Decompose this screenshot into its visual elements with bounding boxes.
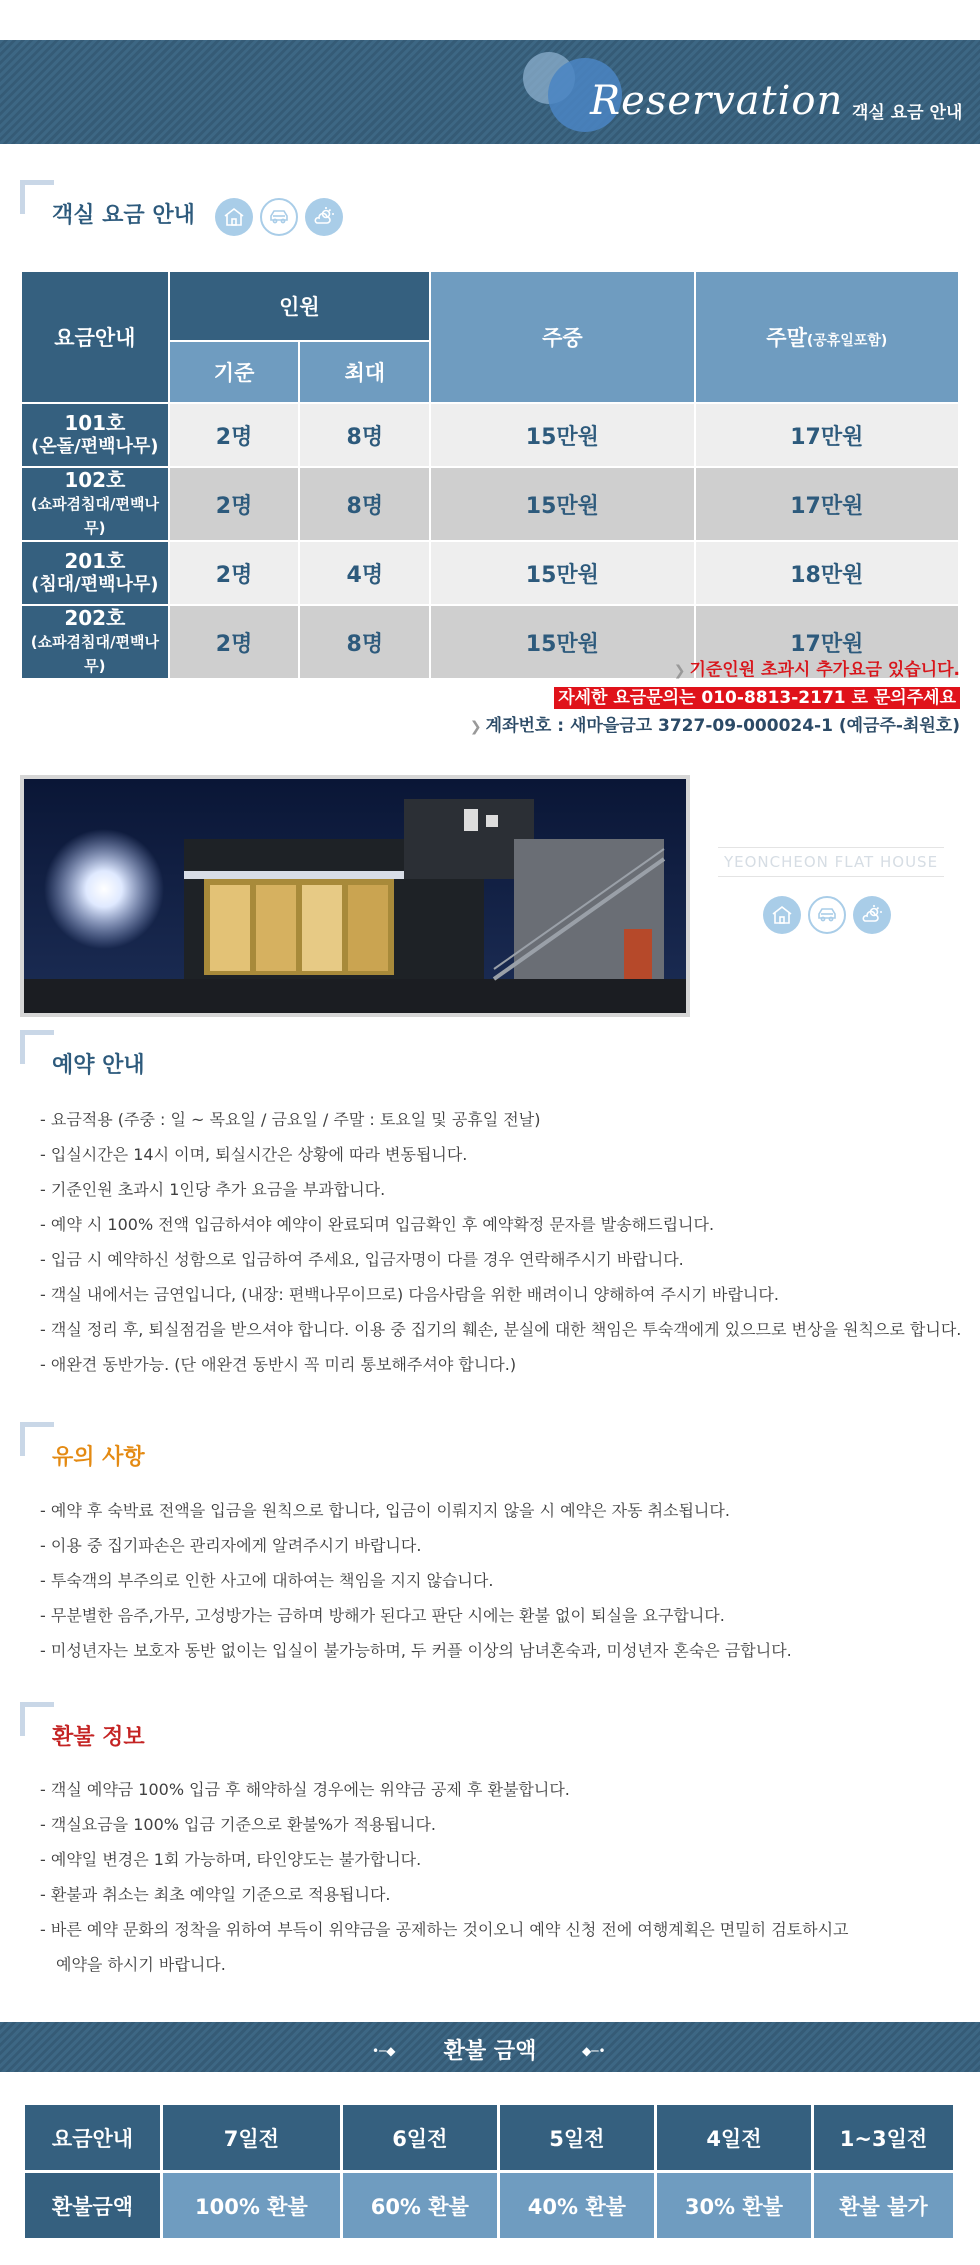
header-guide: 요금안내 — [21, 271, 169, 403]
list-item: - 무분별한 음주,가무, 고성방가는 금하며 방해가 된다고 판단 시에는 환불 없이 퇴실을 요구합니다. — [40, 1606, 725, 1625]
room-number: 202호 — [64, 606, 126, 630]
header-cell: 5일전 — [498, 2104, 655, 2172]
rates-icon-group — [215, 198, 343, 236]
account-note — [470, 712, 960, 740]
note-text: 계좌번호 : 새마을금고 3727-09-000024-1 (예금주-최원호) — [485, 716, 960, 736]
note-text: 기준인원 초과시 추가요금 있습니다. — [689, 660, 960, 680]
max-cell: 8명 — [299, 467, 430, 541]
header-cell: 1~3일전 — [812, 2104, 954, 2172]
table-row — [21, 403, 959, 467]
diamond-divider-icon: •─◆ — [372, 2044, 396, 2058]
car-icon — [260, 198, 298, 236]
weekend-cell: 17만원 — [695, 467, 959, 541]
reservation-banner — [0, 40, 980, 144]
weekday-cell: 15만원 — [430, 605, 694, 679]
list-item: - 이용 중 집기파손은 관리자에게 알려주시기 바랍니다. — [40, 1536, 422, 1555]
note-text: 자세한 요금문의는 010-8813-2171 로 문의주세요 — [554, 687, 960, 709]
list-item: - 객실 내에서는 금연입니다, (내장: 편백나무이므로) 다음사람을 위한 배려이니 양해하여 주시기 바랍니다. — [40, 1285, 779, 1304]
rate-notes — [470, 656, 960, 740]
car-icon — [808, 896, 846, 934]
chevron-right-icon: ❯ — [469, 719, 482, 735]
room-type: (온돌/편백나무) — [31, 436, 159, 457]
list-item: - 객실요금을 100% 입금 기준으로 환불%가 적용됩니다. — [40, 1815, 436, 1834]
room-type: (쇼파겸침대/편백나무) — [30, 633, 159, 675]
refund-cell: 60% 환불 — [341, 2172, 498, 2240]
pension-night-photo — [20, 775, 690, 1017]
table-row — [21, 467, 959, 541]
refund-cell: 100% 환불 — [162, 2172, 342, 2240]
list-item: - 미성년자는 보호자 동반 없이는 입실이 불가능하며, 두 커플 이상의 남녀혼숙과, 미성년자 혼숙은 금합니다. — [40, 1641, 792, 1660]
extra-charge-note — [470, 656, 960, 684]
refund-amount-title: 환불 금액 — [443, 2039, 537, 2064]
header-weekday: 주중 — [430, 271, 694, 403]
banner-script-title: Reservation — [590, 78, 844, 124]
list-item: - 입금 시 예약하신 성함으로 입금하여 주세요, 입금자명이 다를 경우 연락해주시기 바랍니다. — [40, 1250, 684, 1269]
room-type: (침대/편백나무) — [31, 574, 159, 595]
table-row — [21, 541, 959, 605]
room-cell — [21, 541, 169, 605]
header-cell: 7일전 — [162, 2104, 342, 2172]
list-item: - 투숙객의 부주의로 인한 사고에 대하여는 책임을 지지 않습니다. — [40, 1571, 494, 1590]
refund-cell: 40% 환불 — [498, 2172, 655, 2240]
list-item: - 객실 정리 후, 퇴실점검을 받으셔야 합니다. 이용 중 집기의 훼손, 분실에 대한 책임은 투숙객에게 있으므로 변상을 원칙으로 합니다. — [40, 1320, 962, 1339]
reservation-title: 예약 안내 — [52, 1053, 145, 1078]
refund-info-list — [40, 1772, 849, 1982]
caution-title: 유의 사항 — [52, 1445, 145, 1470]
house-icon — [215, 198, 253, 236]
standard-cell: 2명 — [169, 467, 300, 541]
heading-bracket — [20, 1030, 54, 1064]
list-item: - 환불과 취소는 최초 예약일 기준으로 적용됩니다. — [40, 1885, 391, 1904]
header-cell: 4일전 — [655, 2104, 812, 2172]
header-weekend — [695, 271, 959, 403]
weekday-cell: 15만원 — [430, 403, 694, 467]
table-row — [24, 2104, 955, 2172]
list-item: - 애완견 동반가능. (단 애완견 동반시 꼭 미리 통보해주셔야 합니다.) — [40, 1355, 517, 1374]
weekend-cell: 18만원 — [695, 541, 959, 605]
weather-icon — [305, 198, 343, 236]
header-cell: 6일전 — [341, 2104, 498, 2172]
standard-cell: 2명 — [169, 605, 300, 679]
header-cell: 요금안내 — [24, 2104, 162, 2172]
building-illustration — [24, 779, 686, 1013]
weekend-note: (공휴일포함) — [806, 333, 888, 349]
list-item: - 요금적용 (주중 : 일 ~ 목요일 / 금요일 / 주말 : 토요일 및 공휴일 전날) — [40, 1110, 541, 1129]
contact-note — [470, 684, 960, 712]
list-item: - 객실 예약금 100% 입금 후 해약하실 경우에는 위약금 공제 후 환불합니다. — [40, 1780, 570, 1799]
reservation-heading — [20, 1030, 420, 1080]
weekend-label: 주말 — [766, 326, 807, 350]
room-type: (쇼파겸침대/편백나무) — [30, 495, 159, 537]
room-number: 201호 — [64, 549, 126, 573]
header-max: 최대 — [299, 341, 430, 403]
house-icon — [763, 896, 801, 934]
list-item: - 바른 예약 문화의 정착을 위하여 부득이 위약금을 공제하는 것이오니 예약 신청 전에 여행계획은 면밀히 검토하시고 — [40, 1920, 849, 1939]
room-cell — [21, 605, 169, 679]
heading-bracket — [20, 1702, 54, 1736]
rates-title: 객실 요금 안내 — [52, 203, 195, 228]
list-item: - 예약일 변경은 1회 가능하며, 타인양도는 불가합니다. — [40, 1850, 422, 1869]
header-standard: 기준 — [169, 341, 300, 403]
table-row — [24, 2172, 955, 2240]
room-cell — [21, 467, 169, 541]
reservation-list — [40, 1102, 961, 1382]
row-label-cell: 환불금액 — [24, 2172, 162, 2240]
header-people: 인원 — [169, 271, 430, 341]
list-item: - 예약 후 숙박료 전액을 입금을 원칙으로 합니다, 입금이 이뤄지지 않을 시 예약은 자동 취소됩니다. — [40, 1501, 730, 1520]
room-cell — [21, 403, 169, 467]
brand-icon-group — [763, 896, 891, 934]
caution-list — [40, 1493, 792, 1668]
max-cell: 8명 — [299, 605, 430, 679]
max-cell: 4명 — [299, 541, 430, 605]
refund-cell: 환불 불가 — [812, 2172, 954, 2240]
heading-bracket — [20, 180, 54, 214]
refund-cell: 30% 환불 — [655, 2172, 812, 2240]
diamond-divider-icon: ◆─• — [582, 2044, 606, 2058]
weather-icon — [853, 896, 891, 934]
max-cell: 8명 — [299, 403, 430, 467]
weekday-cell: 15만원 — [430, 541, 694, 605]
rate-table — [20, 270, 960, 680]
brand-name: YEONCHEON FLAT HOUSE — [718, 847, 944, 877]
standard-cell: 2명 — [169, 403, 300, 467]
list-item: - 기준인원 초과시 1인당 추가 요금을 부과합니다. — [40, 1180, 386, 1199]
heading-bracket — [20, 1422, 54, 1456]
weekday-cell: 15만원 — [430, 467, 694, 541]
standard-cell: 2명 — [169, 541, 300, 605]
list-item: - 입실시간은 14시 이며, 퇴실시간은 상황에 따라 변동됩니다. — [40, 1145, 468, 1164]
weekend-cell: 17만원 — [695, 605, 959, 679]
weekend-cell: 17만원 — [695, 403, 959, 467]
banner-subtitle: 객실 요금 안내 — [852, 103, 963, 123]
room-number: 102호 — [64, 468, 126, 492]
list-item: 예약을 하시기 바랍니다. — [56, 1955, 226, 1974]
refund-info-title: 환불 정보 — [52, 1725, 145, 1750]
refund-amount-band — [0, 2022, 980, 2072]
refund-amount-table — [22, 2102, 956, 2241]
room-number: 101호 — [64, 411, 126, 435]
chevron-right-icon: ❯ — [673, 663, 686, 679]
list-item: - 예약 시 100% 전액 입금하셔야 예약이 완료되며 입금확인 후 예약확정 문자를 발송해드립니다. — [40, 1215, 715, 1234]
caution-heading — [20, 1422, 420, 1472]
refund-info-heading — [20, 1702, 420, 1752]
